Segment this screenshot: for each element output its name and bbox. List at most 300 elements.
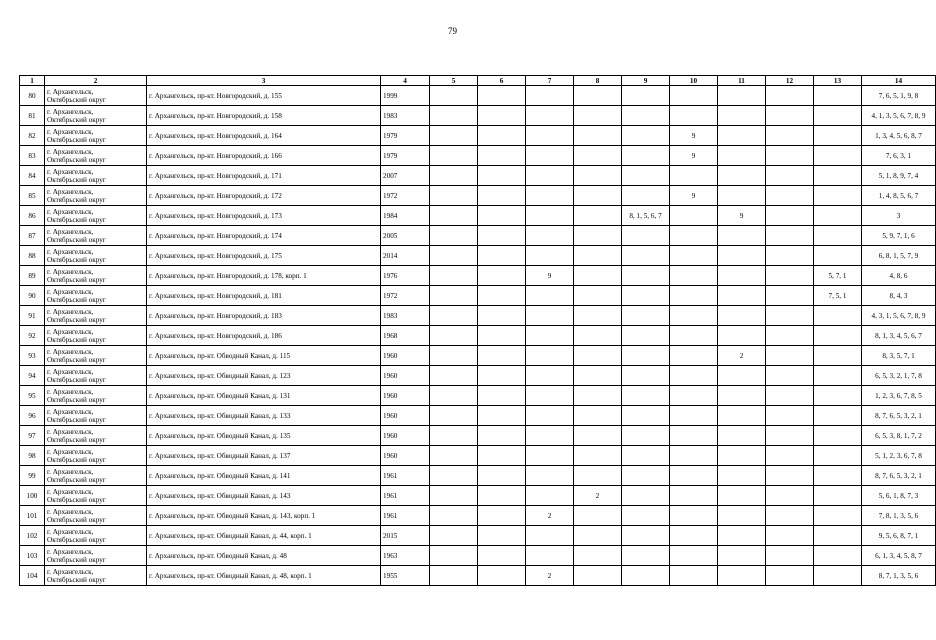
value-cell-col9: [622, 426, 670, 446]
row-number-cell: 101: [20, 506, 45, 526]
value-cell-col6: [478, 226, 526, 246]
address-cell: г. Архангельск, пр-кт. Обводный Канал, д. 123: [147, 366, 381, 386]
district-city: г. Архангельск,: [47, 107, 94, 116]
district-okrug: Октябрьский округ: [47, 135, 106, 144]
row-number-cell: 80: [20, 86, 45, 106]
district-okrug: Октябрьский округ: [47, 115, 106, 124]
year-cell: 1979: [381, 146, 430, 166]
value-cell-col5: [430, 446, 478, 466]
value-cell-col8: [574, 206, 622, 226]
value-cell-col8: 2: [574, 486, 622, 506]
value-cell-col5: [430, 506, 478, 526]
value-cell-col9: [622, 106, 670, 126]
value-cell-col11: [718, 326, 766, 346]
column-header-10: 10: [670, 76, 718, 86]
table-row: [20, 226, 936, 246]
address-cell: г. Архангельск, пр-кт. Новгородский, д. 181: [147, 286, 381, 306]
row-number-cell: 94: [20, 366, 45, 386]
value-cell-col9: [622, 486, 670, 506]
district-city: г. Архангельск,: [47, 487, 94, 496]
address-cell: г. Архангельск, пр-кт. Новгородский, д. 186: [147, 326, 381, 346]
value-cell-col9: [622, 506, 670, 526]
value-cell-col6: [478, 266, 526, 286]
district-cell: [45, 126, 147, 146]
value-cell-col14: 3: [862, 206, 936, 226]
row-number-cell: 97: [20, 426, 45, 446]
value-cell-col12: [766, 146, 814, 166]
value-cell-col14: 7, 6, 3, 1: [862, 146, 936, 166]
value-cell-col7: [526, 326, 574, 346]
value-cell-col10: [670, 266, 718, 286]
district-cell: [45, 286, 147, 306]
table-row: [20, 186, 936, 206]
value-cell-col6: [478, 546, 526, 566]
value-cell-col13: [814, 566, 862, 586]
district-cell: [45, 466, 147, 486]
value-cell-col6: [478, 186, 526, 206]
value-cell-col7: [526, 166, 574, 186]
table-row: [20, 366, 936, 386]
district-cell: [45, 346, 147, 366]
value-cell-col8: [574, 166, 622, 186]
district-cell: [45, 246, 147, 266]
value-cell-col14: 5, 1, 2, 3, 6, 7, 8: [862, 446, 936, 466]
value-cell-col11: [718, 546, 766, 566]
address-cell: г. Архангельск, пр-кт. Новгородский, д. 175: [147, 246, 381, 266]
value-cell-col8: [574, 326, 622, 346]
value-cell-col8: [574, 386, 622, 406]
district-okrug: Октябрьский округ: [47, 415, 106, 424]
value-cell-col6: [478, 386, 526, 406]
value-cell-col14: 6, 5, 3, 2, 1, 7, 8: [862, 366, 936, 386]
value-cell-col5: [430, 206, 478, 226]
table-row: [20, 426, 936, 446]
value-cell-col5: [430, 286, 478, 306]
value-cell-col7: [526, 546, 574, 566]
table-row: [20, 266, 936, 286]
district-city: г. Архангельск,: [47, 367, 94, 376]
table-row: [20, 386, 936, 406]
value-cell-col7: 9: [526, 266, 574, 286]
value-cell-col11: [718, 306, 766, 326]
year-cell: 1960: [381, 346, 430, 366]
value-cell-col6: [478, 286, 526, 306]
district-city: г. Архангельск,: [47, 267, 94, 276]
value-cell-col9: [622, 266, 670, 286]
value-cell-col12: [766, 186, 814, 206]
value-cell-col11: [718, 426, 766, 446]
value-cell-col10: [670, 106, 718, 126]
page-number: 79: [448, 26, 457, 36]
value-cell-col10: 9: [670, 186, 718, 206]
value-cell-col9: [622, 86, 670, 106]
value-cell-col8: [574, 186, 622, 206]
value-cell-col11: [718, 126, 766, 146]
value-cell-col10: [670, 386, 718, 406]
column-header-12: 12: [766, 76, 814, 86]
row-number-cell: 85: [20, 186, 45, 206]
value-cell-col8: [574, 566, 622, 586]
value-cell-col10: [670, 526, 718, 546]
address-cell: г. Архангельск, пр-кт. Новгородский, д. 171: [147, 166, 381, 186]
value-cell-col14: 6, 1, 3, 4, 5, 8, 7: [862, 546, 936, 566]
address-cell: г. Архангельск, пр-кт. Новгородский, д. 164: [147, 126, 381, 146]
value-cell-col10: [670, 226, 718, 246]
value-cell-col6: [478, 306, 526, 326]
value-cell-col10: [670, 246, 718, 266]
year-cell: 1983: [381, 106, 430, 126]
value-cell-col7: [526, 386, 574, 406]
value-cell-col12: [766, 466, 814, 486]
value-cell-col5: [430, 486, 478, 506]
value-cell-col6: [478, 326, 526, 346]
district-city: г. Архангельск,: [47, 407, 94, 416]
district-cell: [45, 366, 147, 386]
value-cell-col12: [766, 406, 814, 426]
value-cell-col6: [478, 566, 526, 586]
table-row: [20, 206, 936, 226]
row-number-cell: 81: [20, 106, 45, 126]
value-cell-col13: [814, 86, 862, 106]
year-cell: 1972: [381, 286, 430, 306]
district-city: г. Архангельск,: [47, 467, 94, 476]
table-row: [20, 506, 936, 526]
value-cell-col12: [766, 226, 814, 246]
district-city: г. Архангельск,: [47, 87, 94, 96]
district-cell: [45, 166, 147, 186]
value-cell-col6: [478, 106, 526, 126]
value-cell-col14: 5, 1, 8, 9, 7, 4: [862, 166, 936, 186]
address-cell: г. Архангельск, пр-кт. Новгородский, д. 173: [147, 206, 381, 226]
district-okrug: Октябрьский округ: [47, 95, 106, 104]
value-cell-col8: [574, 506, 622, 526]
value-cell-col7: [526, 526, 574, 546]
district-okrug: Октябрьский округ: [47, 355, 106, 364]
district-city: г. Архангельск,: [47, 247, 94, 256]
value-cell-col11: [718, 86, 766, 106]
value-cell-col6: [478, 486, 526, 506]
district-okrug: Октябрьский округ: [47, 555, 106, 564]
district-cell: [45, 86, 147, 106]
address-cell: г. Архангельск, пр-кт. Обводный Канал, д. 44, корп. 1: [147, 526, 381, 546]
value-cell-col11: 2: [718, 346, 766, 366]
value-cell-col10: [670, 366, 718, 386]
year-cell: 2014: [381, 246, 430, 266]
district-cell: [45, 526, 147, 546]
district-city: г. Архангельск,: [47, 427, 94, 436]
value-cell-col11: 9: [718, 206, 766, 226]
value-cell-col9: [622, 446, 670, 466]
value-cell-col7: [526, 286, 574, 306]
value-cell-col6: [478, 346, 526, 366]
district-city: г. Архангельск,: [47, 287, 94, 296]
value-cell-col10: [670, 486, 718, 506]
value-cell-col7: 2: [526, 566, 574, 586]
value-cell-col13: [814, 426, 862, 446]
district-okrug: Октябрьский округ: [47, 295, 106, 304]
row-number-cell: 91: [20, 306, 45, 326]
value-cell-col13: [814, 406, 862, 426]
value-cell-col12: [766, 506, 814, 526]
value-cell-col7: [526, 366, 574, 386]
value-cell-col10: [670, 506, 718, 526]
column-header-2: 2: [45, 76, 147, 86]
district-okrug: Октябрьский округ: [47, 335, 106, 344]
value-cell-col6: [478, 446, 526, 466]
district-city: г. Архангельск,: [47, 187, 94, 196]
district-city: г. Архангельск,: [47, 447, 94, 456]
value-cell-col12: [766, 346, 814, 366]
value-cell-col7: [526, 346, 574, 366]
value-cell-col6: [478, 166, 526, 186]
table-row: [20, 566, 936, 586]
row-number-cell: 82: [20, 126, 45, 146]
value-cell-col11: [718, 446, 766, 466]
district-okrug: Октябрьский округ: [47, 435, 106, 444]
year-cell: 1976: [381, 266, 430, 286]
value-cell-col10: [670, 86, 718, 106]
value-cell-col8: [574, 306, 622, 326]
value-cell-col5: [430, 186, 478, 206]
year-cell: 1979: [381, 126, 430, 146]
value-cell-col7: [526, 486, 574, 506]
value-cell-col14: 6, 8, 1, 5, 7, 9: [862, 246, 936, 266]
row-number-cell: 103: [20, 546, 45, 566]
address-cell: г. Архангельск, пр-кт. Обводный Канал, д. 115: [147, 346, 381, 366]
district-city: г. Архангельск,: [47, 207, 94, 216]
district-cell: [45, 266, 147, 286]
year-cell: 2007: [381, 166, 430, 186]
value-cell-col5: [430, 86, 478, 106]
column-header-14: 14: [862, 76, 936, 86]
district-city: г. Архангельск,: [47, 307, 94, 316]
value-cell-col8: [574, 366, 622, 386]
year-cell: 1961: [381, 506, 430, 526]
value-cell-col13: [814, 166, 862, 186]
district-cell: [45, 386, 147, 406]
value-cell-col10: 9: [670, 146, 718, 166]
value-cell-col14: 4, 1, 3, 5, 6, 7, 8, 9: [862, 106, 936, 126]
value-cell-col7: 2: [526, 506, 574, 526]
value-cell-col5: [430, 166, 478, 186]
value-cell-col10: [670, 446, 718, 466]
column-header-11: 11: [718, 76, 766, 86]
value-cell-col12: [766, 126, 814, 146]
value-cell-col9: [622, 566, 670, 586]
column-header-7: 7: [526, 76, 574, 86]
district-city: г. Архангельск,: [47, 327, 94, 336]
value-cell-col6: [478, 246, 526, 266]
value-cell-col5: [430, 526, 478, 546]
year-cell: 1999: [381, 86, 430, 106]
value-cell-col12: [766, 386, 814, 406]
value-cell-col12: [766, 326, 814, 346]
value-cell-col10: [670, 306, 718, 326]
district-city: г. Архангельск,: [47, 167, 94, 176]
district-okrug: Октябрьский округ: [47, 175, 106, 184]
row-number-cell: 83: [20, 146, 45, 166]
value-cell-col8: [574, 226, 622, 246]
value-cell-col9: [622, 246, 670, 266]
district-cell: [45, 546, 147, 566]
district-okrug: Октябрьский округ: [47, 155, 106, 164]
value-cell-col11: [718, 466, 766, 486]
address-cell: г. Архангельск, пр-кт. Новгородский, д. 174: [147, 226, 381, 246]
address-cell: г. Архангельск, пр-кт. Обводный Канал, д. 135: [147, 426, 381, 446]
value-cell-col13: [814, 186, 862, 206]
column-header-5: 5: [430, 76, 478, 86]
value-cell-col14: 5, 9, 7, 1, 6: [862, 226, 936, 246]
year-cell: 1960: [381, 386, 430, 406]
value-cell-col7: [526, 86, 574, 106]
value-cell-col14: 7, 8, 1, 3, 5, 6: [862, 506, 936, 526]
value-cell-col5: [430, 226, 478, 246]
value-cell-col12: [766, 546, 814, 566]
value-cell-col13: [814, 346, 862, 366]
value-cell-col13: [814, 366, 862, 386]
address-cell: г. Архангельск, пр-кт. Обводный Канал, д. 141: [147, 466, 381, 486]
district-okrug: Октябрьский округ: [47, 515, 106, 524]
table-row: [20, 146, 936, 166]
value-cell-col13: [814, 106, 862, 126]
value-cell-col13: [814, 446, 862, 466]
row-number-cell: 98: [20, 446, 45, 466]
value-cell-col13: [814, 526, 862, 546]
district-cell: [45, 306, 147, 326]
district-okrug: Октябрьский округ: [47, 575, 106, 584]
value-cell-col5: [430, 426, 478, 446]
year-cell: 1983: [381, 306, 430, 326]
value-cell-col8: [574, 146, 622, 166]
row-number-cell: 92: [20, 326, 45, 346]
district-city: г. Архангельск,: [47, 347, 94, 356]
value-cell-col6: [478, 146, 526, 166]
address-cell: г. Архангельск, пр-кт. Обводный Канал, д. 143: [147, 486, 381, 506]
column-header-13: 13: [814, 76, 862, 86]
row-number-cell: 104: [20, 566, 45, 586]
value-cell-col9: [622, 286, 670, 306]
table-row: [20, 286, 936, 306]
table-row: [20, 406, 936, 426]
value-cell-col12: [766, 266, 814, 286]
value-cell-col11: [718, 166, 766, 186]
table-row: [20, 306, 936, 326]
row-number-cell: 87: [20, 226, 45, 246]
value-cell-col12: [766, 306, 814, 326]
year-cell: 1960: [381, 446, 430, 466]
value-cell-col11: [718, 566, 766, 586]
district-okrug: Октябрьский округ: [47, 475, 106, 484]
value-cell-col13: [814, 546, 862, 566]
value-cell-col11: [718, 146, 766, 166]
district-okrug: Октябрьский округ: [47, 235, 106, 244]
value-cell-col9: [622, 166, 670, 186]
table-row: [20, 546, 936, 566]
value-cell-col6: [478, 526, 526, 546]
value-cell-col14: 1, 2, 3, 6, 7, 8, 5: [862, 386, 936, 406]
value-cell-col12: [766, 86, 814, 106]
value-cell-col8: [574, 466, 622, 486]
value-cell-col5: [430, 386, 478, 406]
column-header-4: 4: [381, 76, 430, 86]
value-cell-col13: [814, 206, 862, 226]
value-cell-col7: [526, 126, 574, 146]
table-row: [20, 326, 936, 346]
value-cell-col14: 8, 7, 1, 3, 5, 6: [862, 566, 936, 586]
year-cell: 1960: [381, 406, 430, 426]
address-cell: г. Архангельск, пр-кт. Обводный Канал, д. 48: [147, 546, 381, 566]
value-cell-col5: [430, 306, 478, 326]
district-city: г. Архангельск,: [47, 507, 94, 516]
value-cell-col8: [574, 346, 622, 366]
address-cell: г. Архангельск, пр-кт. Обводный Канал, д. 137: [147, 446, 381, 466]
register-table: [19, 75, 936, 586]
year-cell: 1961: [381, 486, 430, 506]
district-okrug: Октябрьский округ: [47, 455, 106, 464]
table-row: [20, 526, 936, 546]
value-cell-col5: [430, 326, 478, 346]
value-cell-col14: 7, 6, 5, 1, 9, 8: [862, 86, 936, 106]
column-header-3: 3: [147, 76, 381, 86]
value-cell-col6: [478, 426, 526, 446]
value-cell-col8: [574, 546, 622, 566]
district-cell: [45, 226, 147, 246]
district-city: г. Архангельск,: [47, 547, 94, 556]
value-cell-col9: [622, 526, 670, 546]
district-okrug: Октябрьский округ: [47, 315, 106, 324]
table-row: [20, 106, 936, 126]
value-cell-col5: [430, 346, 478, 366]
value-cell-col13: [814, 486, 862, 506]
value-cell-col13: [814, 126, 862, 146]
value-cell-col13: 5, 7, 1: [814, 266, 862, 286]
row-number-cell: 90: [20, 286, 45, 306]
value-cell-col7: [526, 206, 574, 226]
value-cell-col9: 8, 1, 5, 6, 7: [622, 206, 670, 226]
value-cell-col12: [766, 566, 814, 586]
value-cell-col10: [670, 286, 718, 306]
value-cell-col7: [526, 446, 574, 466]
district-cell: [45, 486, 147, 506]
district-city: г. Архангельск,: [47, 527, 94, 536]
value-cell-col11: [718, 506, 766, 526]
value-cell-col10: [670, 406, 718, 426]
year-cell: 1968: [381, 326, 430, 346]
district-cell: [45, 206, 147, 226]
district-okrug: Октябрьский округ: [47, 375, 106, 384]
value-cell-col9: [622, 306, 670, 326]
value-cell-col6: [478, 466, 526, 486]
value-cell-col12: [766, 166, 814, 186]
value-cell-col12: [766, 446, 814, 466]
district-cell: [45, 446, 147, 466]
address-cell: г. Архангельск, пр-кт. Обводный Канал, д. 143, корп. 1: [147, 506, 381, 526]
value-cell-col13: [814, 466, 862, 486]
value-cell-col9: [622, 366, 670, 386]
table-row: [20, 166, 936, 186]
district-city: г. Архангельск,: [47, 387, 94, 396]
value-cell-col14: 5, 6, 1, 8, 7, 3: [862, 486, 936, 506]
row-number-cell: 96: [20, 406, 45, 426]
value-cell-col7: [526, 466, 574, 486]
value-cell-col5: [430, 466, 478, 486]
value-cell-col14: 8, 4, 3: [862, 286, 936, 306]
district-okrug: Октябрьский округ: [47, 215, 106, 224]
value-cell-col9: [622, 386, 670, 406]
value-cell-col14: 1, 4, 8, 5, 6, 7: [862, 186, 936, 206]
value-cell-col10: [670, 566, 718, 586]
value-cell-col8: [574, 86, 622, 106]
